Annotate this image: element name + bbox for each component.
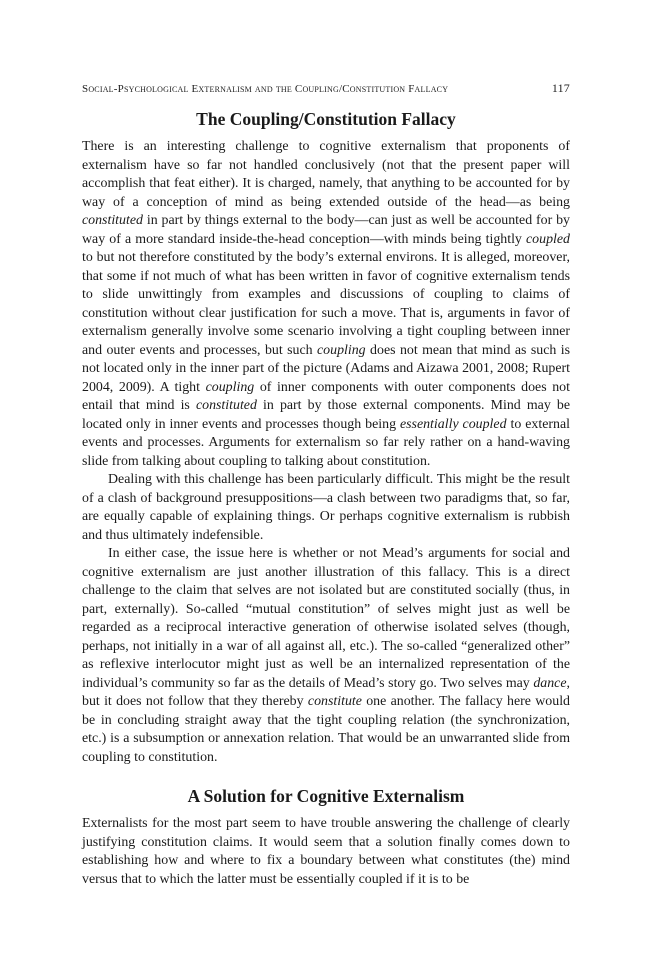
p1-text-2: in part by things external to the body—can just as well be accounted for by way of a more standard inside-the-head conception—with minds being tightly <box>82 213 570 247</box>
p1-emphasis-essentially-coupled: essentially coupled <box>399 416 507 432</box>
running-head-title: Social-Psychological Externalism and the Coupling/Constitution Fallacy <box>82 83 449 95</box>
page-number: 117 <box>551 81 570 95</box>
p1-text-0: There is an interesting challenge to cognitive externalism that proponents of externalism have so far not handled conclusively (not that the present paper will accomplish that feat either). It is charged, namely, that anything to be accounted for by way of a conception of mind as being extended outside of the head—as being <box>82 139 570 210</box>
page <box>82 80 570 889</box>
p1-text-6: does not mean that mind as such is not located only in the inner part of the picture (Adams and Aizawa 2001, 2008; Rupert 2004, 2009). A tight <box>82 342 570 395</box>
p1-text-12: to external events and processes. Arguments for externalism so far rely rather on a hand-waving slide from talking about coupling to talking about constitution. <box>82 416 570 469</box>
paragraph-1 <box>82 138 570 471</box>
p1-emphasis-coupling: coupling <box>317 342 366 358</box>
running-head <box>82 80 570 97</box>
p1-text-10: in part by those external components. Mind may be located only in inner events and processes though being <box>82 398 570 432</box>
section-heading-coupling-constitution: The Coupling/Constitution Fallacy <box>196 109 456 129</box>
p1-emphasis-coupled: coupled <box>526 231 570 247</box>
paragraph-2: Dealing with this challenge has been particularly difficult. This might be the result of a clash of background presuppositions—a clash between two paradigms that, so far, are equally capable of explaining things. Or perhaps cognitive externalism is rubbish and thus ultimately indefensible. <box>82 472 570 543</box>
p1-text-4: to but not therefore constituted by the body’s external environs. It is alleged, moreover, that some if not much of what has been written in favor of cognitive externalism tends to slide unwittingly from examples and discussions of coupling to claims of constitution without clear justification for such a move. That is, arguments in favor of externalism generally involve some scenario involving a tight coupling between inner and outer events and processes, but such <box>82 250 570 358</box>
paragraph-4: Externalists for the most part seem to have trouble answering the challenge of clearly justifying constitution claims. It would seem that a solution finally comes down to establishing how and where to fix a boundary between what constitutes (the) mind versus that to which the latter must be essentially coupled if it is to be <box>82 816 570 887</box>
p3-text-2: , but it does not follow that they thereby <box>82 675 570 709</box>
p3-emphasis-constitute: constitute <box>307 694 362 709</box>
paragraph-3 <box>82 545 570 767</box>
p3-text-4: one another. The fallacy here would be in concluding straight away that the tight coupling relation (the synchronization, etc.) is a subsumption or annexation relation. That would be an unwarranted slide from coupling to constitution. <box>82 694 571 765</box>
section-heading-solution: A Solution for Cognitive Externalism <box>187 786 465 806</box>
p1-text-8: of inner components with outer components does not entail that mind is <box>82 379 570 413</box>
p1-emphasis-constituted-2: constituted <box>195 398 257 413</box>
p3-text-0: In either case, the issue here is whether or not Mead’s arguments for social and cognitive externalism are just another illustration of this fallacy. This is a direct challenge to the claim that selves are not isolated but are constituted socially (thus, in part, externally). So-called “mutual constitution” of selves might just as well be regarded as a reciprocal interactive generation of otherwise isolated selves (though, perhaps, not initially in a war of all against all, etc.). The so-called “generalized other” as reflexive interlocutor might just as well be an internalized representation of the individual’s community so far as the details of Mead’s story go. Two selves may <box>82 546 570 691</box>
p3-emphasis-dance: dance <box>533 675 567 691</box>
p1-emphasis-constituted: constituted <box>82 213 143 228</box>
p1-emphasis-coupling-2: coupling <box>205 379 255 395</box>
